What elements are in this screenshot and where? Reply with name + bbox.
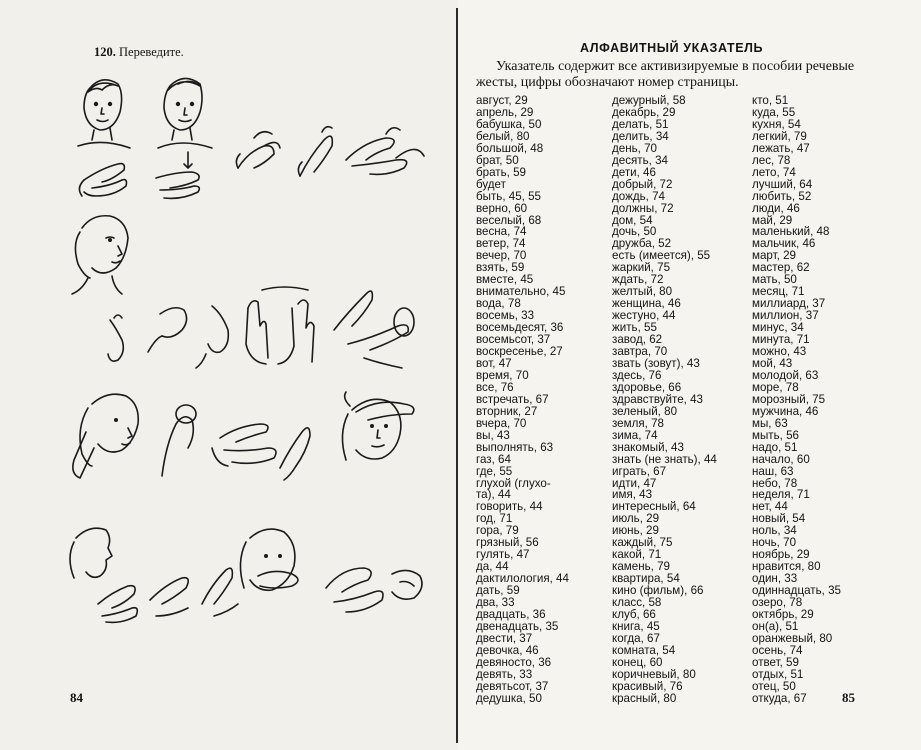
index-entry: мастер, 62 <box>752 261 810 275</box>
index-entry: внимательно, 45 <box>476 285 566 299</box>
index-entry: завтра, 70 <box>612 345 668 359</box>
index-entry: мой, 43 <box>752 356 793 370</box>
index-entry: отдых, 51 <box>752 667 804 681</box>
index-entry: желтый, 80 <box>612 285 673 299</box>
index-entry: ночь, 70 <box>752 536 797 550</box>
index-entry: говорить, 44 <box>476 500 543 514</box>
index-entry: лето, 74 <box>752 165 796 179</box>
index-entry: да, 44 <box>476 560 509 574</box>
index-entry: восемь, 33 <box>476 309 535 323</box>
left-page-number: 84 <box>70 690 83 705</box>
index-entry: миллион, 37 <box>752 309 819 323</box>
index-entry: зеленый, 80 <box>612 404 678 418</box>
index-entry: дать, 59 <box>476 584 520 598</box>
index-entry: зима, 74 <box>612 428 658 442</box>
index-entry: встречать, 67 <box>476 392 549 406</box>
hands-row3-3 <box>212 424 276 466</box>
index-column-2 <box>612 95 717 705</box>
index-entry: любить, 52 <box>752 189 812 203</box>
index-entry: завод, 62 <box>612 333 663 347</box>
exercise-number: 120. <box>94 45 116 59</box>
index-entry: маленький, 48 <box>752 225 830 239</box>
index-entry: лес, 78 <box>752 153 791 167</box>
index-entry: бабушка, 50 <box>476 117 542 131</box>
index-entry: вместе, 45 <box>476 273 534 287</box>
index-entry: отец, 50 <box>752 679 796 693</box>
hand-gesture-1 <box>79 164 126 196</box>
index-entry: мужчина, 46 <box>752 404 819 418</box>
index-entry: конец, 60 <box>612 655 663 669</box>
hand-gesture-5 <box>346 128 424 175</box>
index-entry: легкий, 79 <box>752 129 807 143</box>
index-entry: коричневый, 80 <box>612 667 696 681</box>
hand-gesture-4 <box>298 127 332 176</box>
index-entry: камень, 79 <box>612 560 670 574</box>
index-entry: дежурный, 58 <box>612 94 686 107</box>
index-entry: август, 29 <box>476 94 528 107</box>
index-entry: вчера, 70 <box>476 416 527 430</box>
index-entry: ветер, 74 <box>476 237 526 251</box>
index-entry: весна, 74 <box>476 225 527 239</box>
index-entry: наш, 63 <box>752 464 794 478</box>
index-entry: имя, 43 <box>612 488 653 502</box>
index-entry: большой, 48 <box>476 141 544 155</box>
index-entry: минус, 34 <box>752 321 804 335</box>
index-entry: июнь, 29 <box>612 524 659 538</box>
index-entry: кино (фильм), 66 <box>612 584 704 598</box>
index-entry: надо, 51 <box>752 440 798 454</box>
index-entry: играть, 67 <box>612 464 667 478</box>
hands-row2-5 <box>334 291 414 368</box>
hands-row2-3 <box>196 306 228 368</box>
index-entry: какой, 71 <box>612 548 662 562</box>
index-entry: нет, 44 <box>752 500 788 514</box>
index-entry: осень, 74 <box>752 643 803 657</box>
index-entry: минута, 71 <box>752 333 810 347</box>
woman-face-illustration <box>72 216 128 294</box>
index-entry: быть, 45, 55 <box>476 189 541 203</box>
boy-face-side-illustration <box>158 78 212 148</box>
index-entry: интересный, 64 <box>612 500 696 514</box>
index-column-3 <box>752 95 841 705</box>
index-entry: девять, 33 <box>476 667 533 681</box>
index-entry: взять, 59 <box>476 261 525 275</box>
index-entry: лучший, 64 <box>752 177 813 191</box>
index-entry: делать, 51 <box>612 117 669 131</box>
index-entry: миллиард, 37 <box>752 297 826 311</box>
index-entry: грязный, 56 <box>476 536 539 550</box>
index-entry: комната, 54 <box>612 643 676 657</box>
index-entry: молодой, 63 <box>752 368 819 382</box>
index-entry: каждый, 75 <box>612 536 673 550</box>
index-entry: двенадцать, 35 <box>476 619 559 633</box>
index-entry: месяц, 71 <box>752 285 805 299</box>
index-entry: звать (зовут), 43 <box>612 356 700 370</box>
index-entry: ждать, 72 <box>612 273 664 287</box>
hands-row3-4 <box>280 428 310 480</box>
sign-language-illustrations <box>52 68 442 628</box>
index-entry: где, 55 <box>476 464 513 478</box>
index-entry: красивый, 76 <box>612 679 683 693</box>
hands-row2-4-open-palms <box>246 287 314 364</box>
index-entry: двести, 37 <box>476 631 533 645</box>
boy-face-front-illustration <box>78 80 130 148</box>
index-entry: должны, 72 <box>612 201 674 215</box>
index-entry: время, 70 <box>476 368 529 382</box>
index-entry: мы, 63 <box>752 416 788 430</box>
index-entry: добрый, 72 <box>612 177 673 191</box>
hands-row4-1 <box>98 586 137 623</box>
hands-row2-1 <box>108 315 123 361</box>
index-entry: веселый, 68 <box>476 213 542 227</box>
book-spine <box>456 8 458 743</box>
profile-face-illustration <box>70 528 112 578</box>
index-entry: та), 44 <box>476 488 511 502</box>
index-column-1 <box>476 95 569 705</box>
hand-gesture-2 <box>156 152 199 198</box>
index-entry: когда, 67 <box>612 631 660 645</box>
index-entry: небо, 78 <box>752 476 798 490</box>
index-entry: гора, 79 <box>476 524 519 538</box>
index-entry: дружба, 52 <box>612 237 672 251</box>
index-entry: идти, 47 <box>612 476 657 490</box>
index-intro: Указатель содержит все активизируемые в пособии речевые жесты, цифры обозначают номер страницы. <box>476 59 855 90</box>
index-entry: начало, 60 <box>752 452 810 466</box>
index-entry: белый, 80 <box>476 129 530 143</box>
index-entry: глухой (глухо- <box>476 476 551 490</box>
index-entry: ответ, 59 <box>752 655 799 669</box>
index-entry: знакомый, 43 <box>612 440 684 454</box>
index-entry: кухня, 54 <box>752 117 801 131</box>
index-entry: кто, 51 <box>752 94 789 107</box>
index-entry: красный, 80 <box>612 691 677 705</box>
index-entry: дети, 46 <box>612 165 656 179</box>
index-entry: озеро, 78 <box>752 596 803 610</box>
index-entry: брать, 59 <box>476 165 526 179</box>
index-entry: март, 29 <box>752 249 796 263</box>
index-entry: клуб, 66 <box>612 607 656 621</box>
index-entry: газ, 64 <box>476 452 511 466</box>
index-entry: верно, 60 <box>476 201 528 215</box>
index-entry: дочь, 50 <box>612 225 657 239</box>
index-entry: восемьдесят, 36 <box>476 321 564 335</box>
index-entry: жить, 55 <box>612 321 657 335</box>
exercise-text: Переведите. <box>119 45 184 59</box>
index-entry: мать, 50 <box>752 273 797 287</box>
index-entry: день, 70 <box>612 141 657 155</box>
index-entry: дождь, 74 <box>612 189 665 203</box>
index-entry: куда, 55 <box>752 105 796 119</box>
index-entry: мальчик, 46 <box>752 237 816 251</box>
index-entry: море, 78 <box>752 380 799 394</box>
index-entry: десять, 34 <box>612 153 668 167</box>
index-entry: дактилология, 44 <box>476 572 569 586</box>
index-entry: брат, 50 <box>476 153 519 167</box>
index-entry: девяносто, 36 <box>476 655 552 669</box>
index-entry: ноль, 34 <box>752 524 797 538</box>
index-entry: класс, 58 <box>612 596 662 610</box>
index-entry: нравится, 80 <box>752 560 821 574</box>
woman-touching-face-illustration <box>73 394 138 478</box>
index-entry: новый, 54 <box>752 512 806 526</box>
right-page-number: 85 <box>842 690 855 705</box>
index-entry: люди, 46 <box>752 201 800 215</box>
index-entry: июль, 29 <box>612 512 660 526</box>
index-entry: здесь, 76 <box>612 368 662 382</box>
index-entry: делить, 34 <box>612 129 669 143</box>
index-title: АЛФАВИТНЫЙ УКАЗАТЕЛЬ <box>580 41 764 55</box>
index-entry: все, 76 <box>476 380 514 394</box>
index-entry: можно, 43 <box>752 345 807 359</box>
index-entry: воскресенье, 27 <box>476 345 563 359</box>
index-entry: один, 33 <box>752 572 798 586</box>
index-entry: мыть, 56 <box>752 428 799 442</box>
index-entry: гулять, 47 <box>476 548 530 562</box>
index-entry: квартира, 54 <box>612 572 680 586</box>
index-entry: май, 29 <box>752 213 793 227</box>
index-entry: двадцать, 36 <box>476 607 546 621</box>
index-entry: вы, 43 <box>476 428 510 442</box>
index-entry: одиннадцать, 35 <box>752 584 841 598</box>
index-entry: оранжевый, 80 <box>752 631 833 645</box>
hands-row3-2 <box>162 405 196 476</box>
woman-covering-mouth-illustration <box>240 529 298 590</box>
hands-row2-2 <box>148 308 187 352</box>
woman-hand-on-head-illustration <box>342 392 413 460</box>
index-entry: жестуно, 44 <box>612 309 676 323</box>
hands-row4-2 <box>150 578 188 616</box>
index-entry: выполнять, 63 <box>476 440 554 454</box>
index-entry: два, 33 <box>476 596 515 610</box>
index-entry: лежать, 47 <box>752 141 810 155</box>
index-entry: декабрь, 29 <box>612 105 676 119</box>
exercise-heading <box>94 45 184 60</box>
index-entry: девочка, 46 <box>476 643 539 657</box>
index-entry: октябрь, 29 <box>752 607 814 621</box>
index-entry: жаркий, 75 <box>612 261 671 275</box>
index-entry: девятьсот, 37 <box>476 679 549 693</box>
hands-row4-5-clasped <box>326 568 422 612</box>
index-entry: вторник, 27 <box>476 404 538 418</box>
hand-gesture-3 <box>236 132 280 168</box>
index-entry: восемьсот, 37 <box>476 333 551 347</box>
index-entry: здравствуйте, 43 <box>612 392 704 406</box>
index-entry: апрель, 29 <box>476 105 534 119</box>
index-entry: откуда, 67 <box>752 691 807 705</box>
index-entry: знать (не знать), 44 <box>612 452 717 466</box>
index-entry: будет <box>476 177 506 191</box>
index-entry: он(а), 51 <box>752 619 799 633</box>
index-entry: вот, 47 <box>476 356 512 370</box>
index-entry: морозный, 75 <box>752 392 826 406</box>
index-entry: год, 71 <box>476 512 513 526</box>
index-entry: земля, 78 <box>612 416 664 430</box>
index-entry: здоровье, 66 <box>612 380 682 394</box>
index-entry: книга, 45 <box>612 619 660 633</box>
index-entry: есть (имеется), 55 <box>612 249 711 263</box>
hands-row4-3 <box>202 568 238 616</box>
index-entry: дедушка, 50 <box>476 691 542 705</box>
index-entry: вода, 78 <box>476 297 521 311</box>
index-entry: ноябрь, 29 <box>752 548 810 562</box>
index-entry: дом, 54 <box>612 213 653 227</box>
index-entry: неделя, 71 <box>752 488 810 502</box>
index-entry: женщина, 46 <box>612 297 681 311</box>
index-entry: вечер, 70 <box>476 249 527 263</box>
